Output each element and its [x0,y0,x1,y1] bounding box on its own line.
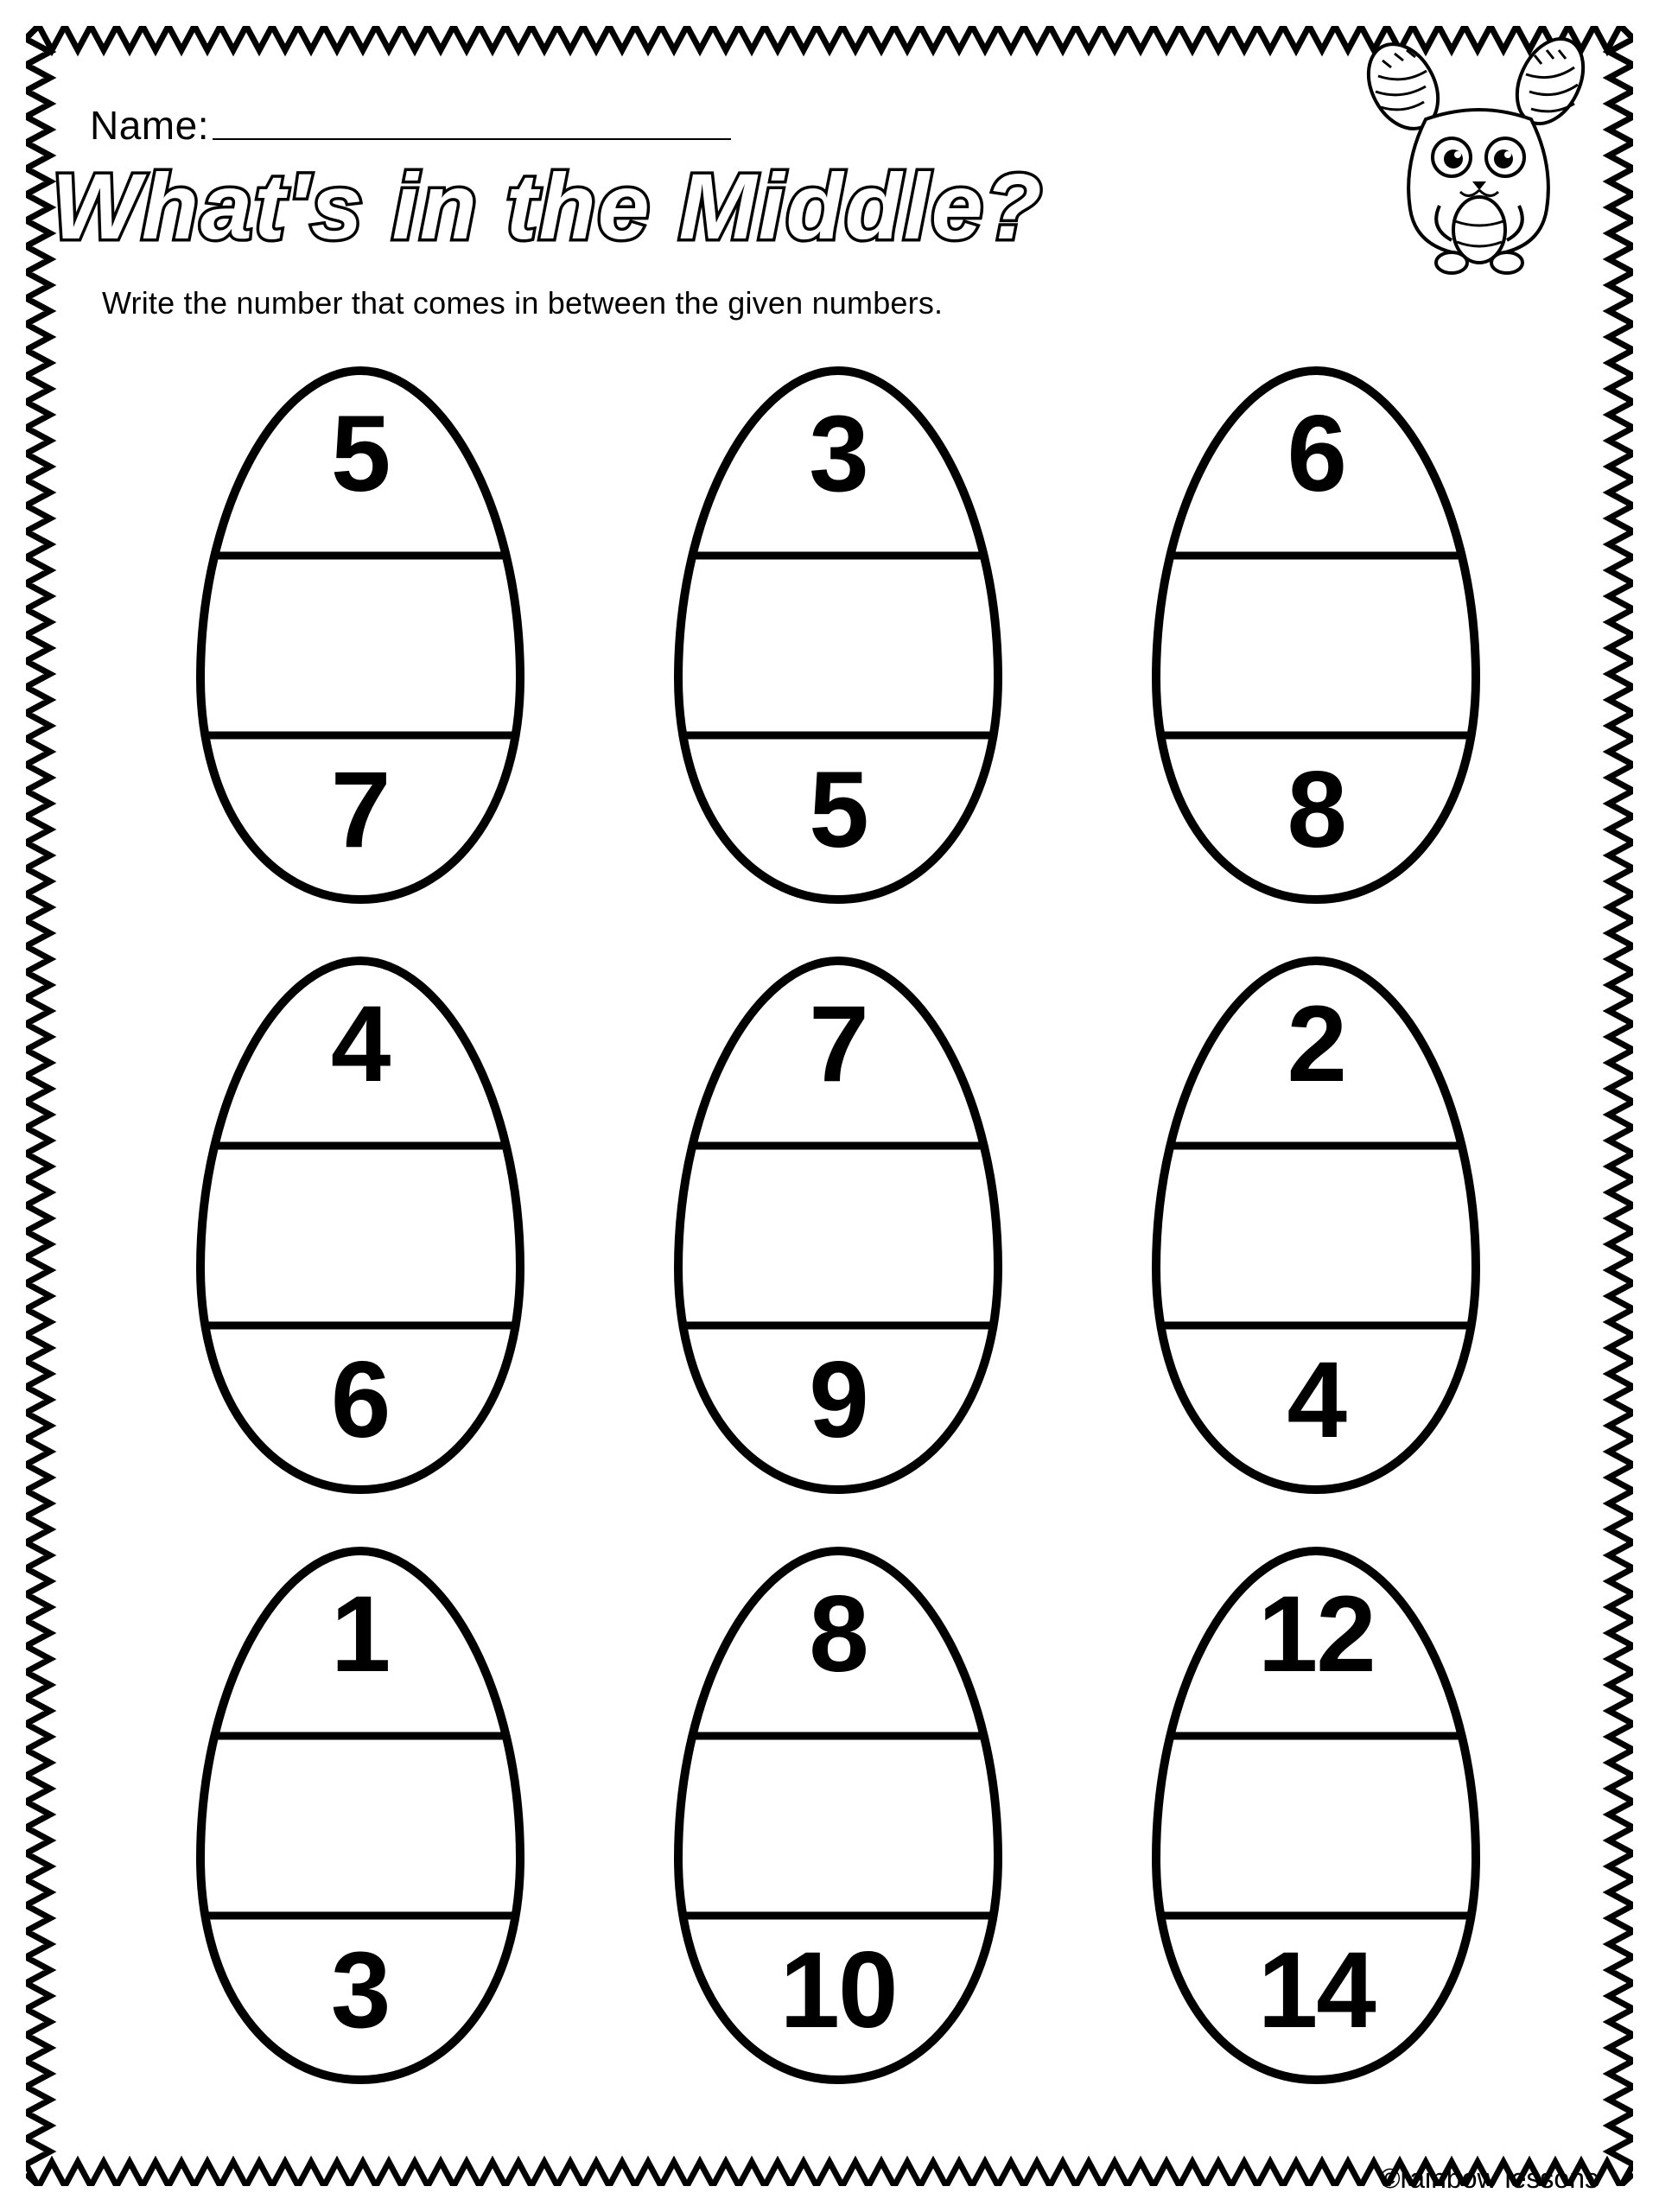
problem-item [607,934,1068,1516]
egg-shape [644,1539,1033,2092]
name-field[interactable] [90,103,731,148]
page-instructions: Write the number that comes in between the given numbers. [102,285,944,321]
egg-bottom-number: 14 [1257,1930,1375,2051]
egg-bottom-number: 5 [809,749,868,870]
name-blank-line[interactable] [213,138,731,140]
egg-top-number: 2 [1287,983,1346,1104]
problem-item [130,934,590,1516]
bunny-illustration-svg [1350,36,1609,304]
name-label: Name: [90,103,209,148]
problem-item [1086,934,1547,1516]
egg-bottom-number: 4 [1287,1339,1346,1460]
page-title-outline: What's in the Middle? [52,154,1044,258]
page-title [43,154,1426,257]
egg-shape [166,1539,555,2092]
problem-item [130,344,590,925]
problem-item [607,1525,1068,2107]
egg-bottom-number: 9 [809,1339,868,1460]
egg-bottom-number: 10 [779,1930,897,2051]
egg-top-number: 5 [330,393,390,514]
egg-bottom-number: 8 [1287,749,1346,870]
footer-credit: ©rainbow lessons [1379,2163,1599,2194]
egg-bottom-number: 6 [330,1339,390,1460]
egg-top-number: 1 [330,1574,390,1695]
bunny-with-eggs-illustration [1350,36,1609,304]
egg-shape [166,359,555,912]
egg-top-number: 3 [809,393,868,514]
problem-item [1086,344,1547,925]
problem-item [1086,1525,1547,2107]
egg-shape [1122,359,1510,912]
egg-top-number: 6 [1287,393,1346,514]
egg-top-number: 4 [330,983,390,1104]
egg-top-number: 12 [1257,1574,1375,1695]
egg-shape [1122,949,1510,1502]
egg-top-number: 8 [809,1574,868,1695]
egg-shape [166,949,555,1502]
egg-bottom-number: 7 [330,749,390,870]
problem-item [607,344,1068,925]
problem-item [130,1525,590,2107]
egg-shape [644,949,1033,1502]
egg-shape [644,359,1033,912]
problem-grid [130,344,1547,2107]
egg-shape [1122,1539,1510,2092]
page-title-svg [43,149,1426,262]
egg-top-number: 7 [809,983,868,1104]
egg-bottom-number: 3 [330,1930,390,2051]
